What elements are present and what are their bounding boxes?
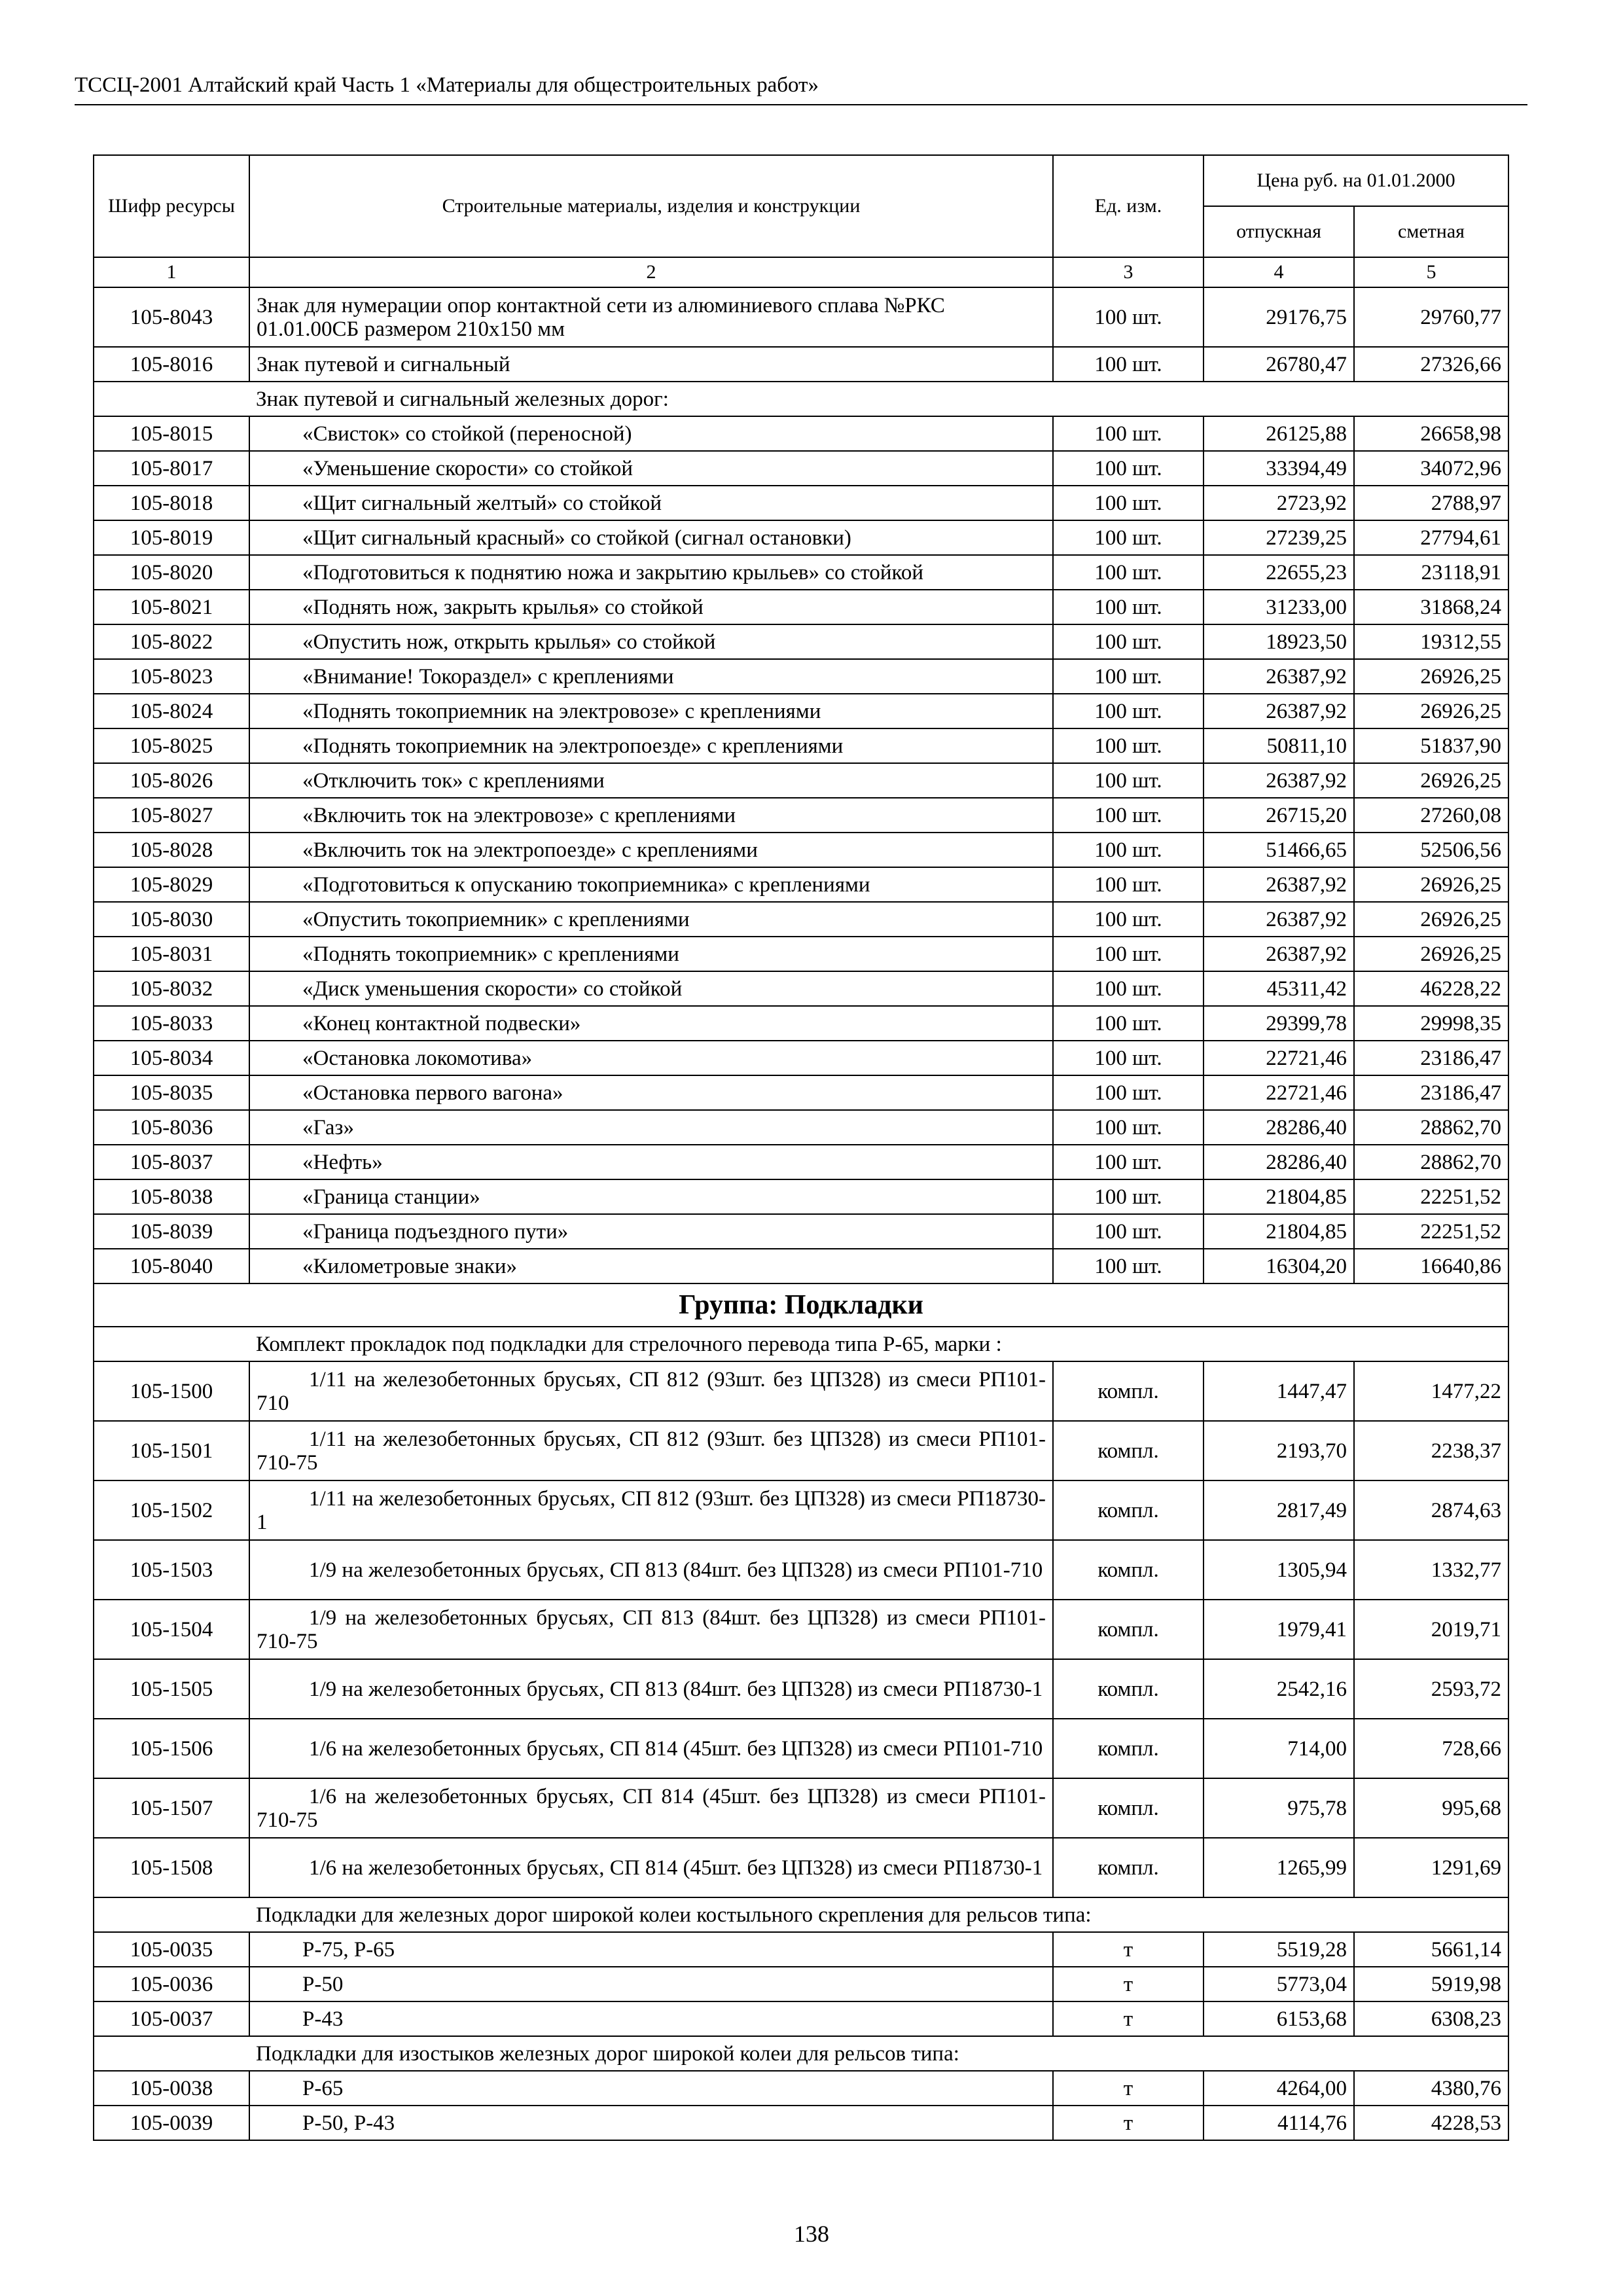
- unit-of-measure: 100 шт.: [1053, 867, 1204, 902]
- material-name: «Граница подъездного пути»: [249, 1214, 1053, 1249]
- unit-of-measure: 100 шт.: [1053, 798, 1204, 833]
- unit-of-measure: 100 шт.: [1053, 833, 1204, 867]
- table-row: [94, 694, 1508, 728]
- resource-code: 105-8028: [94, 833, 249, 867]
- section-row: [94, 1327, 1508, 1361]
- header-name: Строительные материалы, изделия и конструкции: [249, 155, 1053, 257]
- price-estimate: 2788,97: [1354, 486, 1508, 520]
- table-row: [94, 451, 1508, 486]
- unit-of-measure: компл.: [1053, 1838, 1204, 1897]
- resource-code: 105-8020: [94, 555, 249, 590]
- price-release: 26387,92: [1204, 763, 1354, 798]
- table-row: [94, 1719, 1508, 1778]
- resource-code: 105-8043: [94, 287, 249, 347]
- resource-code: 105-8033: [94, 1006, 249, 1041]
- price-estimate: 29998,35: [1354, 1006, 1508, 1041]
- unit-of-measure: 100 шт.: [1053, 1110, 1204, 1145]
- material-name: «Нефть»: [249, 1145, 1053, 1179]
- resource-code: 105-8031: [94, 937, 249, 971]
- price-estimate: 4380,76: [1354, 2071, 1508, 2106]
- resource-code: 105-8022: [94, 624, 249, 659]
- price-release: 26387,92: [1204, 937, 1354, 971]
- table-row: [94, 2106, 1508, 2140]
- table-row: [94, 1249, 1508, 1283]
- table-row: [94, 1967, 1508, 2001]
- header-price-group: Цена руб. на 01.01.2000: [1204, 155, 1508, 206]
- price-estimate: 995,68: [1354, 1778, 1508, 1838]
- price-release: 26387,92: [1204, 902, 1354, 937]
- table-row: [94, 1006, 1508, 1041]
- material-name: «Поднять токоприемник» с креплениями: [249, 937, 1053, 971]
- price-estimate: 31868,24: [1354, 590, 1508, 624]
- price-release: 1305,94: [1204, 1540, 1354, 1600]
- price-release: 26387,92: [1204, 659, 1354, 694]
- table-row: [94, 1838, 1508, 1897]
- price-release: 2817,49: [1204, 1480, 1354, 1540]
- price-estimate: 27794,61: [1354, 520, 1508, 555]
- table-row: [94, 1932, 1508, 1967]
- section-title: Подкладки для железных дорог широкой колеи костыльного скрепления для рельсов типа:: [249, 1897, 1508, 1932]
- resource-code: 105-1505: [94, 1659, 249, 1719]
- price-estimate: 23186,47: [1354, 1075, 1508, 1110]
- material-name: «Опустить нож, открыть крылья» со стойкой: [249, 624, 1053, 659]
- price-estimate: 28862,70: [1354, 1110, 1508, 1145]
- material-name: 1/11 на железобетонных брусьях, СП 812 (93шт. без ЦП328) из смеси РП18730-1: [249, 1480, 1053, 1540]
- resource-code: 105-0039: [94, 2106, 249, 2140]
- price-release: 45311,42: [1204, 971, 1354, 1006]
- price-release: 33394,49: [1204, 451, 1354, 486]
- material-name: 1/11 на железобетонных брусьях, СП 812 (93шт. без ЦП328) из смеси РП101-710-75: [249, 1421, 1053, 1480]
- price-estimate: 1477,22: [1354, 1361, 1508, 1421]
- unit-of-measure: компл.: [1053, 1659, 1204, 1719]
- price-estimate: 26926,25: [1354, 694, 1508, 728]
- section-title: Знак путевой и сигнальный железных дорог:: [249, 382, 1508, 416]
- resource-code: 105-8039: [94, 1214, 249, 1249]
- resource-code: 105-8027: [94, 798, 249, 833]
- price-estimate: 2593,72: [1354, 1659, 1508, 1719]
- table-row: [94, 1421, 1508, 1480]
- material-name: Р-50: [249, 1967, 1053, 2001]
- material-name: «Щит сигнальный красный» со стойкой (сигнал остановки): [249, 520, 1053, 555]
- price-release: 18923,50: [1204, 624, 1354, 659]
- unit-of-measure: т: [1053, 1932, 1204, 1967]
- price-release: 28286,40: [1204, 1110, 1354, 1145]
- table-row: [94, 2071, 1508, 2106]
- unit-of-measure: 100 шт.: [1053, 694, 1204, 728]
- price-estimate: 26658,98: [1354, 416, 1508, 451]
- price-estimate: 1332,77: [1354, 1540, 1508, 1600]
- resource-code: 105-8015: [94, 416, 249, 451]
- col-number: 5: [1354, 257, 1508, 287]
- material-name: «Остановка первого вагона»: [249, 1075, 1053, 1110]
- unit-of-measure: т: [1053, 2071, 1204, 2106]
- material-name: «Щит сигнальный желтый» со стойкой: [249, 486, 1053, 520]
- empty-cell: [94, 2036, 249, 2071]
- unit-of-measure: 100 шт.: [1053, 1179, 1204, 1214]
- table-row: [94, 763, 1508, 798]
- unit-of-measure: 100 шт.: [1053, 902, 1204, 937]
- table-row: [94, 1778, 1508, 1838]
- unit-of-measure: 100 шт.: [1053, 624, 1204, 659]
- section-title: Подкладки для изостыков железных дорог широкой колеи для рельсов типа:: [249, 2036, 1508, 2071]
- material-name: «Диск уменьшения скорости» со стойкой: [249, 971, 1053, 1006]
- material-name: Р-43: [249, 2001, 1053, 2036]
- price-estimate: 22251,52: [1354, 1179, 1508, 1214]
- empty-cell: [94, 1327, 249, 1361]
- material-name: 1/9 на железобетонных брусьях, СП 813 (84шт. без ЦП328) из смеси РП101-710-75: [249, 1600, 1053, 1659]
- price-release: 26387,92: [1204, 694, 1354, 728]
- price-estimate: 23186,47: [1354, 1041, 1508, 1075]
- material-name: «Граница станции»: [249, 1179, 1053, 1214]
- material-name: Р-50, Р-43: [249, 2106, 1053, 2140]
- price-release: 29399,78: [1204, 1006, 1354, 1041]
- resource-code: 105-1501: [94, 1421, 249, 1480]
- price-estimate: 51837,90: [1354, 728, 1508, 763]
- table-row: [94, 1110, 1508, 1145]
- price-estimate: 26926,25: [1354, 867, 1508, 902]
- price-estimate: 5919,98: [1354, 1967, 1508, 2001]
- resource-code: 105-8023: [94, 659, 249, 694]
- price-release: 2542,16: [1204, 1659, 1354, 1719]
- price-release: 6153,68: [1204, 2001, 1354, 2036]
- unit-of-measure: компл.: [1053, 1778, 1204, 1838]
- section-title: Комплект прокладок под подкладки для стрелочного перевода типа Р-65, марки :: [249, 1327, 1508, 1361]
- resource-code: 105-8029: [94, 867, 249, 902]
- material-name: Знак путевой и сигнальный: [249, 347, 1053, 382]
- resource-code: 105-8025: [94, 728, 249, 763]
- resource-code: 105-1506: [94, 1719, 249, 1778]
- resource-code: 105-8037: [94, 1145, 249, 1179]
- running-header: ТССЦ-2001 Алтайский край Часть 1 «Материалы для общестроительных работ»: [75, 73, 1527, 105]
- price-release: 4264,00: [1204, 2071, 1354, 2106]
- price-estimate: 728,66: [1354, 1719, 1508, 1778]
- price-estimate: 2019,71: [1354, 1600, 1508, 1659]
- price-release: 28286,40: [1204, 1145, 1354, 1179]
- resource-code: 105-8038: [94, 1179, 249, 1214]
- materials-price-table: [93, 154, 1509, 2141]
- unit-of-measure: 100 шт.: [1053, 728, 1204, 763]
- price-estimate: 6308,23: [1354, 2001, 1508, 2036]
- col-number: 4: [1204, 257, 1354, 287]
- material-name: Знак для нумерации опор контактной сети из алюминиевого сплава №РКС 01.01.00СБ размером 210х150 мм: [249, 287, 1053, 347]
- price-release: 5773,04: [1204, 1967, 1354, 2001]
- price-estimate: 5661,14: [1354, 1932, 1508, 1967]
- unit-of-measure: 100 шт.: [1053, 1214, 1204, 1249]
- unit-of-measure: 100 шт.: [1053, 1041, 1204, 1075]
- unit-of-measure: т: [1053, 2106, 1204, 2140]
- price-estimate: 34072,96: [1354, 451, 1508, 486]
- table-row: [94, 1075, 1508, 1110]
- resource-code: 105-8018: [94, 486, 249, 520]
- resource-code: 105-8016: [94, 347, 249, 382]
- unit-of-measure: 100 шт.: [1053, 416, 1204, 451]
- col-number: 2: [249, 257, 1053, 287]
- unit-of-measure: 100 шт.: [1053, 763, 1204, 798]
- price-estimate: 46228,22: [1354, 971, 1508, 1006]
- resource-code: 105-8021: [94, 590, 249, 624]
- material-name: 1/6 на железобетонных брусьях, СП 814 (45шт. без ЦП328) из смеси РП101-710-75: [249, 1778, 1053, 1838]
- price-estimate: 23118,91: [1354, 555, 1508, 590]
- unit-of-measure: компл.: [1053, 1719, 1204, 1778]
- table-row: [94, 833, 1508, 867]
- table-row: [94, 1540, 1508, 1600]
- table-row: [94, 1041, 1508, 1075]
- material-name: «Свисток» со стойкой (переносной): [249, 416, 1053, 451]
- material-name: «Уменьшение скорости» со стойкой: [249, 451, 1053, 486]
- section-row: [94, 2036, 1508, 2071]
- header-price-release: отпускная: [1204, 206, 1354, 257]
- material-name: «Отключить ток» с креплениями: [249, 763, 1053, 798]
- price-estimate: 52506,56: [1354, 833, 1508, 867]
- table-row: [94, 2001, 1508, 2036]
- price-estimate: 29760,77: [1354, 287, 1508, 347]
- material-name: «Включить ток на электропоезде» с креплениями: [249, 833, 1053, 867]
- unit-of-measure: 100 шт.: [1053, 1145, 1204, 1179]
- unit-of-measure: компл.: [1053, 1361, 1204, 1421]
- resource-code: 105-1507: [94, 1778, 249, 1838]
- resource-code: 105-1500: [94, 1361, 249, 1421]
- price-release: 1979,41: [1204, 1600, 1354, 1659]
- header-price-estimate: сметная: [1354, 206, 1508, 257]
- resource-code: 105-0037: [94, 2001, 249, 2036]
- page-number: 138: [794, 2221, 829, 2247]
- price-release: 22721,46: [1204, 1075, 1354, 1110]
- unit-of-measure: компл.: [1053, 1600, 1204, 1659]
- price-release: 1265,99: [1204, 1838, 1354, 1897]
- table-row: [94, 555, 1508, 590]
- price-release: 27239,25: [1204, 520, 1354, 555]
- table-row: [94, 1600, 1508, 1659]
- material-name: «Остановка локомотива»: [249, 1041, 1053, 1075]
- material-name: Р-65: [249, 2071, 1053, 2106]
- resource-code: 105-1503: [94, 1540, 249, 1600]
- table-row: [94, 937, 1508, 971]
- unit-of-measure: 100 шт.: [1053, 971, 1204, 1006]
- table-row: [94, 798, 1508, 833]
- material-name: 1/9 на железобетонных брусьях, СП 813 (84шт. без ЦП328) из смеси РП101-710: [249, 1540, 1053, 1600]
- table-row: [94, 971, 1508, 1006]
- unit-of-measure: 100 шт.: [1053, 1249, 1204, 1283]
- table-row: [94, 1361, 1508, 1421]
- table-row: [94, 1145, 1508, 1179]
- price-release: 26715,20: [1204, 798, 1354, 833]
- group-row: [94, 1283, 1508, 1327]
- unit-of-measure: 100 шт.: [1053, 659, 1204, 694]
- material-name: «Конец контактной подвески»: [249, 1006, 1053, 1041]
- price-release: 26125,88: [1204, 416, 1354, 451]
- price-estimate: 27260,08: [1354, 798, 1508, 833]
- material-name: «Внимание! Токораздел» с креплениями: [249, 659, 1053, 694]
- unit-of-measure: 100 шт.: [1053, 590, 1204, 624]
- resource-code: 105-8017: [94, 451, 249, 486]
- price-estimate: 27326,66: [1354, 347, 1508, 382]
- price-estimate: 22251,52: [1354, 1214, 1508, 1249]
- price-estimate: 26926,25: [1354, 659, 1508, 694]
- unit-of-measure: компл.: [1053, 1540, 1204, 1600]
- resource-code: 105-0038: [94, 2071, 249, 2106]
- resource-code: 105-8035: [94, 1075, 249, 1110]
- unit-of-measure: 100 шт.: [1053, 486, 1204, 520]
- col-number: 1: [94, 257, 249, 287]
- price-release: 22721,46: [1204, 1041, 1354, 1075]
- material-name: «Поднять нож, закрыть крылья» со стойкой: [249, 590, 1053, 624]
- material-name: «Поднять токоприемник на электропоезде» с креплениями: [249, 728, 1053, 763]
- table-row: [94, 624, 1508, 659]
- price-estimate: 4228,53: [1354, 2106, 1508, 2140]
- unit-of-measure: т: [1053, 1967, 1204, 2001]
- material-name: Р-75, Р-65: [249, 1932, 1053, 1967]
- unit-of-measure: 100 шт.: [1053, 287, 1204, 347]
- unit-of-measure: 100 шт.: [1053, 520, 1204, 555]
- price-release: 1447,47: [1204, 1361, 1354, 1421]
- price-release: 4114,76: [1204, 2106, 1354, 2140]
- price-release: 2723,92: [1204, 486, 1354, 520]
- price-release: 975,78: [1204, 1778, 1354, 1838]
- material-name: «Подготовиться к опусканию токоприемника» с креплениями: [249, 867, 1053, 902]
- table-row: [94, 486, 1508, 520]
- resource-code: 105-8032: [94, 971, 249, 1006]
- resource-code: 105-8040: [94, 1249, 249, 1283]
- price-estimate: 2874,63: [1354, 1480, 1508, 1540]
- table-row: [94, 1659, 1508, 1719]
- price-estimate: 2238,37: [1354, 1421, 1508, 1480]
- price-estimate: 1291,69: [1354, 1838, 1508, 1897]
- table-row: [94, 1214, 1508, 1249]
- price-release: 26387,92: [1204, 867, 1354, 902]
- unit-of-measure: т: [1053, 2001, 1204, 2036]
- resource-code: 105-8024: [94, 694, 249, 728]
- resource-code: 105-1504: [94, 1600, 249, 1659]
- group-title: Группа: Подкладки: [94, 1283, 1508, 1327]
- price-release: 29176,75: [1204, 287, 1354, 347]
- table-row: [94, 902, 1508, 937]
- price-release: 50811,10: [1204, 728, 1354, 763]
- price-release: 51466,65: [1204, 833, 1354, 867]
- resource-code: 105-8036: [94, 1110, 249, 1145]
- price-estimate: 26926,25: [1354, 937, 1508, 971]
- price-estimate: 26926,25: [1354, 763, 1508, 798]
- resource-code: 105-0036: [94, 1967, 249, 2001]
- table-row: [94, 590, 1508, 624]
- price-release: 21804,85: [1204, 1179, 1354, 1214]
- price-release: 2193,70: [1204, 1421, 1354, 1480]
- resource-code: 105-8034: [94, 1041, 249, 1075]
- price-estimate: 19312,55: [1354, 624, 1508, 659]
- table-row: [94, 728, 1508, 763]
- table-row: [94, 1480, 1508, 1540]
- unit-of-measure: 100 шт.: [1053, 1075, 1204, 1110]
- price-release: 22655,23: [1204, 555, 1354, 590]
- material-name: «Подготовиться к поднятию ножа и закрытию крыльев» со стойкой: [249, 555, 1053, 590]
- unit-of-measure: 100 шт.: [1053, 555, 1204, 590]
- unit-of-measure: 100 шт.: [1053, 937, 1204, 971]
- resource-code: 105-8026: [94, 763, 249, 798]
- material-name: «Километровые знаки»: [249, 1249, 1053, 1283]
- price-release: 714,00: [1204, 1719, 1354, 1778]
- table-row: [94, 347, 1508, 382]
- price-estimate: 16640,86: [1354, 1249, 1508, 1283]
- material-name: «Газ»: [249, 1110, 1053, 1145]
- material-name: 1/11 на железобетонных брусьях, СП 812 (93шт. без ЦП328) из смеси РП101-710: [249, 1361, 1053, 1421]
- price-release: 26780,47: [1204, 347, 1354, 382]
- price-estimate: 28862,70: [1354, 1145, 1508, 1179]
- table-row: [94, 287, 1508, 347]
- material-name: «Опустить токоприемник» с креплениями: [249, 902, 1053, 937]
- header-unit: Ед. изм.: [1053, 155, 1204, 257]
- unit-of-measure: 100 шт.: [1053, 347, 1204, 382]
- material-name: 1/6 на железобетонных брусьях, СП 814 (45шт. без ЦП328) из смеси РП18730-1: [249, 1838, 1053, 1897]
- col-number: 3: [1053, 257, 1204, 287]
- unit-of-measure: компл.: [1053, 1421, 1204, 1480]
- section-row: [94, 382, 1508, 416]
- price-release: 5519,28: [1204, 1932, 1354, 1967]
- resource-code: 105-8030: [94, 902, 249, 937]
- resource-code: 105-8019: [94, 520, 249, 555]
- price-release: 16304,20: [1204, 1249, 1354, 1283]
- table-body: [94, 287, 1508, 2140]
- unit-of-measure: компл.: [1053, 1480, 1204, 1540]
- material-name: 1/9 на железобетонных брусьях, СП 813 (84шт. без ЦП328) из смеси РП18730-1: [249, 1659, 1053, 1719]
- resource-code: 105-1502: [94, 1480, 249, 1540]
- resource-code: 105-1508: [94, 1838, 249, 1897]
- material-name: «Поднять токоприемник на электровозе» с креплениями: [249, 694, 1053, 728]
- price-release: 31233,00: [1204, 590, 1354, 624]
- price-estimate: 26926,25: [1354, 902, 1508, 937]
- unit-of-measure: 100 шт.: [1053, 451, 1204, 486]
- table-row: [94, 659, 1508, 694]
- header-code: Шифр ресурсы: [94, 155, 249, 257]
- material-name: 1/6 на железобетонных брусьях, СП 814 (45шт. без ЦП328) из смеси РП101-710: [249, 1719, 1053, 1778]
- table-row: [94, 1179, 1508, 1214]
- unit-of-measure: 100 шт.: [1053, 1006, 1204, 1041]
- empty-cell: [94, 382, 249, 416]
- table-row: [94, 867, 1508, 902]
- table-row: [94, 520, 1508, 555]
- resource-code: 105-0035: [94, 1932, 249, 1967]
- section-row: [94, 1897, 1508, 1932]
- empty-cell: [94, 1897, 249, 1932]
- table-row: [94, 416, 1508, 451]
- price-release: 21804,85: [1204, 1214, 1354, 1249]
- material-name: «Включить ток на электровозе» с креплениями: [249, 798, 1053, 833]
